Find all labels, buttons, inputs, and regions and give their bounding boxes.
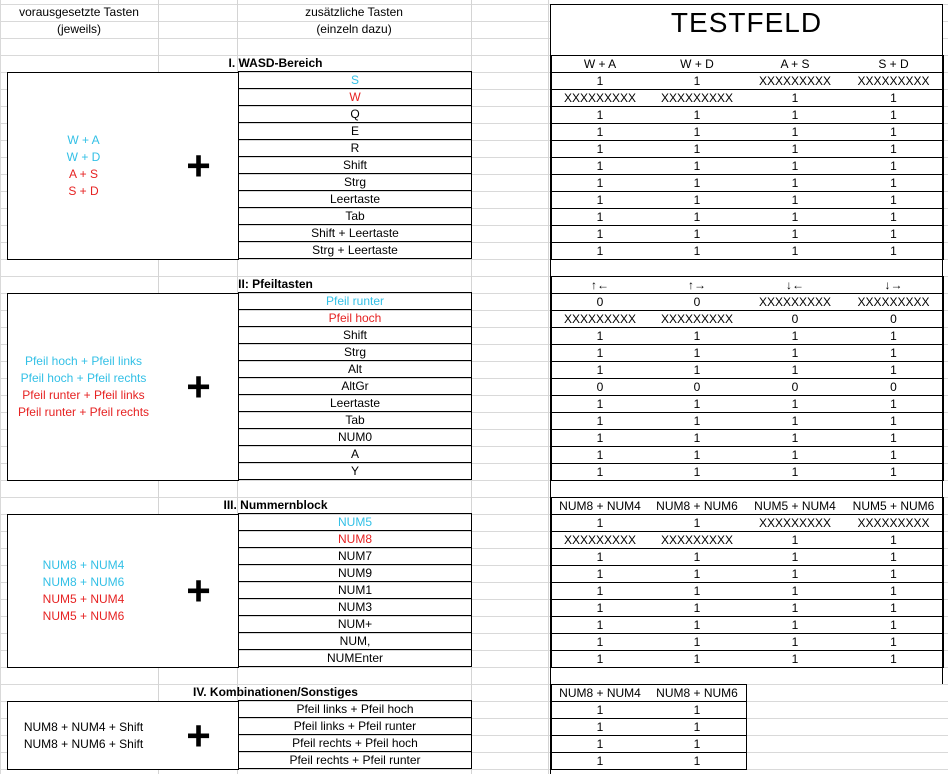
test-value-cell: 1 [844,243,944,260]
additional-key-cell: Pfeil runter [238,292,472,310]
prerequisite-combo: NUM8 + NUM4 [42,558,125,572]
test-value-cell: 1 [648,362,747,379]
test-value-cell: XXXXXXXXX [551,311,649,328]
test-value-cell: 1 [648,141,747,158]
test-value-cell: XXXXXXXXX [844,294,944,311]
additional-key-cell: Pfeil links + Pfeil runter [238,718,472,735]
test-value-cell: 1 [648,124,747,141]
test-value-cell: 1 [844,90,944,107]
test-value-cell: 1 [648,464,747,481]
test-value-cell: 0 [551,294,649,311]
test-value-cell: 1 [551,617,649,634]
test-value-cell: 1 [844,158,944,175]
additional-key-cell: Strg [238,174,472,191]
additional-key-cell: Shift + Leertaste [238,225,472,242]
additional-key-cell: Pfeil hoch [238,310,472,327]
test-value-cell: 1 [648,192,747,209]
test-value-cell: XXXXXXXXX [551,532,649,549]
test-value-cell: 1 [746,617,845,634]
additional-key-cell: NUM8 [238,531,472,548]
test-value-cell: 1 [648,396,747,413]
test-value-cell: 1 [746,175,845,192]
test-value-cell: 1 [551,464,649,481]
test-column-header: NUM5 + NUM6 [844,497,944,515]
test-value-cell: 1 [844,226,944,243]
test-column-header: W + A [551,55,649,73]
additional-key-cell: Shift [238,327,472,344]
additional-key-cell: NUM, [238,633,472,650]
test-value-cell: 1 [844,141,944,158]
additional-key-cell: NUM7 [238,548,472,565]
test-value-cell: 1 [844,583,944,600]
test-value-cell: 1 [648,600,747,617]
test-value-cell: 1 [844,447,944,464]
test-value-cell: 1 [844,430,944,447]
test-value-cell: 1 [746,651,845,668]
test-value-cell: 1 [551,158,649,175]
test-value-cell: 1 [648,753,747,770]
test-value-cell: 1 [648,651,747,668]
test-value-cell: 1 [648,328,747,345]
test-value-cell: 1 [844,532,944,549]
test-value-cell: 1 [551,396,649,413]
test-value-cell: 1 [648,107,747,124]
test-column-header: A + S [746,55,845,73]
prerequisite-box [7,72,160,260]
test-column-header: ↑← [551,276,649,294]
prerequisite-combo: W + A [67,133,100,147]
test-value-cell: XXXXXXXXX [844,515,944,532]
prerequisite-list [8,719,159,753]
test-column-header: ↑→ [648,276,747,294]
test-value-cell: 1 [844,345,944,362]
test-value-cell: 1 [746,226,845,243]
additional-key-cell: A [238,446,472,463]
test-value-cell: 1 [746,447,845,464]
test-value-cell: 1 [648,430,747,447]
test-value-cell: 1 [551,141,649,158]
test-value-cell: 1 [746,158,845,175]
prerequisite-combo: NUM8 + NUM6 [42,575,125,589]
test-value-cell: 0 [746,379,845,396]
test-value-cell: 1 [844,396,944,413]
test-value-cell: 1 [551,600,649,617]
additional-key-cell: Pfeil links + Pfeil hoch [238,700,472,718]
test-value-cell: 1 [648,634,747,651]
test-value-cell: 0 [648,294,747,311]
test-value-cell: 1 [551,566,649,583]
prerequisite-list [8,557,159,625]
test-value-cell: 1 [551,226,649,243]
additional-key-cell: NUM1 [238,582,472,599]
test-value-cell: 1 [844,634,944,651]
test-value-cell: XXXXXXXXX [746,515,845,532]
test-value-cell: 1 [746,107,845,124]
test-value-cell: 1 [844,362,944,379]
additional-key-cell: Pfeil rechts + Pfeil runter [238,752,472,769]
test-value-cell: 1 [551,583,649,600]
prerequisite-box [7,701,160,770]
test-value-cell: 1 [746,328,845,345]
additional-key-cell: NUM9 [238,565,472,582]
additional-key-cell: NUMEnter [238,650,472,667]
test-value-cell: 1 [551,124,649,141]
prerequisite-combo: NUM5 + NUM6 [42,609,125,623]
test-value-cell: 1 [551,107,649,124]
additional-key-cell: NUM+ [238,616,472,633]
test-value-cell: 1 [551,430,649,447]
test-value-cell: XXXXXXXXX [551,90,649,107]
additional-key-cell: R [238,140,472,157]
test-value-cell: 1 [648,175,747,192]
additional-key-cell: NUM5 [238,513,472,531]
test-value-cell: XXXXXXXXX [746,294,845,311]
prerequisite-combo: NUM8 + NUM4 + Shift [23,719,144,734]
test-value-cell: XXXXXXXXX [746,73,845,90]
prerequisite-combo: Pfeil runter + Pfeil rechts [17,405,150,419]
test-value-cell: 1 [844,464,944,481]
test-value-cell: 1 [551,192,649,209]
test-value-cell: 1 [551,651,649,668]
prerequisite-combo: W + D [66,150,101,164]
test-column-header: NUM5 + NUM4 [746,497,845,515]
test-value-cell: XXXXXXXXX [648,311,747,328]
test-value-cell: 1 [746,243,845,260]
test-value-cell: 1 [551,413,649,430]
test-value-cell: 1 [551,362,649,379]
test-value-cell: XXXXXXXXX [648,532,747,549]
test-value-cell: 0 [844,379,944,396]
test-value-cell: 1 [551,243,649,260]
test-value-cell: 1 [746,396,845,413]
test-value-cell: 1 [551,549,649,566]
additional-key-cell: Leertaste [238,395,472,412]
prerequisite-box [7,514,160,668]
test-value-cell: 0 [746,311,845,328]
test-value-cell: 0 [551,379,649,396]
prerequisite-list [8,353,159,421]
test-value-cell: 1 [746,209,845,226]
prerequisite-combo: Pfeil hoch + Pfeil links [24,354,143,368]
test-value-cell: 1 [844,328,944,345]
test-value-cell: 1 [551,719,649,736]
test-value-cell: 1 [844,566,944,583]
test-value-cell: 1 [648,73,747,90]
test-value-cell: 1 [551,753,649,770]
test-value-cell: 1 [844,192,944,209]
test-value-cell: 1 [746,600,845,617]
prerequisite-combo: NUM8 + NUM6 + Shift [23,736,144,751]
plus-sign: + [159,701,239,770]
test-value-cell: 1 [844,549,944,566]
test-value-cell: 1 [844,600,944,617]
test-value-cell: XXXXXXXXX [844,73,944,90]
test-value-cell: 1 [648,719,747,736]
test-value-cell: 0 [844,311,944,328]
additional-key-cell: Tab [238,208,472,225]
section-title: III. Nummernblock [223,498,328,512]
prerequisite-combo: Pfeil hoch + Pfeil rechts [20,371,147,385]
plus-sign: + [159,293,239,481]
test-value-cell: 1 [551,209,649,226]
test-value-cell: 1 [648,515,747,532]
test-value-cell: 1 [648,702,747,719]
test-value-cell: 1 [746,141,845,158]
test-value-cell: 1 [746,192,845,209]
plus-sign: + [159,72,239,260]
header-additional-label: zusätzliche Tasten (einzeln dazu) [305,5,403,36]
prerequisite-combo: NUM5 + NUM4 [42,592,125,606]
test-column-header: NUM8 + NUM6 [648,684,747,702]
additional-key-cell: Leertaste [238,191,472,208]
additional-key-cell: NUM0 [238,429,472,446]
test-value-cell: 1 [746,413,845,430]
test-value-cell: 1 [648,243,747,260]
additional-key-cell: E [238,123,472,140]
test-column-header: S + D [844,55,944,73]
test-value-cell: 1 [648,226,747,243]
additional-key-cell: Strg + Leertaste [238,242,472,259]
section-title: II: Pfeiltasten [238,277,313,291]
test-value-cell: 1 [551,447,649,464]
section-title: I. WASD-Bereich [228,56,323,70]
test-column-header: NUM8 + NUM4 [551,497,649,515]
test-value-cell: 1 [648,583,747,600]
test-value-cell: 1 [746,634,845,651]
test-value-cell: 1 [746,90,845,107]
testfeld-frame-line [942,4,943,684]
test-value-cell: 1 [746,532,845,549]
test-column-header: ↓→ [844,276,944,294]
additional-key-cell: S [238,71,472,89]
test-value-cell: 1 [844,175,944,192]
test-value-cell: 1 [551,736,649,753]
test-value-cell: 1 [648,413,747,430]
additional-key-cell: Pfeil rechts + Pfeil hoch [238,735,472,752]
test-column-header: NUM8 + NUM6 [648,497,747,515]
prerequisite-list [8,132,159,200]
additional-key-cell: Tab [238,412,472,429]
test-value-cell: 1 [648,736,747,753]
test-value-cell: 1 [746,430,845,447]
test-column-header: W + D [648,55,747,73]
test-value-cell: 1 [648,209,747,226]
test-value-cell: 1 [746,566,845,583]
test-value-cell: 1 [746,362,845,379]
section-title: IV. Kombinationen/Sonstiges [193,685,358,699]
test-value-cell: 1 [844,124,944,141]
plus-sign: + [159,514,239,668]
additional-key-cell: Shift [238,157,472,174]
additional-key-cell: Q [238,106,472,123]
test-value-cell: 1 [844,413,944,430]
test-value-cell: 1 [648,566,747,583]
test-value-cell: 1 [551,345,649,362]
prerequisite-combo: Pfeil runter + Pfeil links [22,388,145,402]
test-value-cell: 1 [746,124,845,141]
prerequisite-box [7,293,160,481]
test-value-cell: 1 [746,549,845,566]
test-column-header: ↓← [746,276,845,294]
test-value-cell: 1 [844,209,944,226]
additional-key-cell: Y [238,463,472,480]
test-value-cell: 1 [844,651,944,668]
test-value-cell: 1 [844,617,944,634]
grid-column-line [548,0,549,774]
test-value-cell: 1 [746,464,845,481]
testfeld-frame-line [550,4,551,774]
test-value-cell: 1 [551,634,649,651]
prerequisite-combo: A + S [68,167,99,181]
header-prerequisite-label: vorausgesetzte Tasten (jeweils) [19,5,139,36]
test-value-cell: 1 [746,345,845,362]
test-value-cell: 1 [746,583,845,600]
prerequisite-combo: S + D [68,184,99,198]
test-value-cell: 1 [551,515,649,532]
additional-key-cell: NUM3 [238,599,472,616]
test-value-cell: 1 [551,702,649,719]
test-value-cell: 1 [648,158,747,175]
test-value-cell: 1 [648,549,747,566]
additional-key-cell: W [238,89,472,106]
test-value-cell: 0 [648,379,747,396]
test-value-cell: 1 [648,345,747,362]
test-value-cell: 1 [844,107,944,124]
test-value-cell: XXXXXXXXX [648,90,747,107]
test-value-cell: 1 [551,328,649,345]
testfeld-title: TESTFELD [670,7,823,38]
test-value-cell: 1 [648,617,747,634]
additional-key-cell: Alt [238,361,472,378]
test-column-header: NUM8 + NUM4 [551,684,649,702]
test-value-cell: 1 [551,175,649,192]
additional-key-cell: AltGr [238,378,472,395]
test-value-cell: 1 [551,73,649,90]
test-value-cell: 1 [648,447,747,464]
testfeld-header [550,4,943,56]
additional-key-cell: Strg [238,344,472,361]
